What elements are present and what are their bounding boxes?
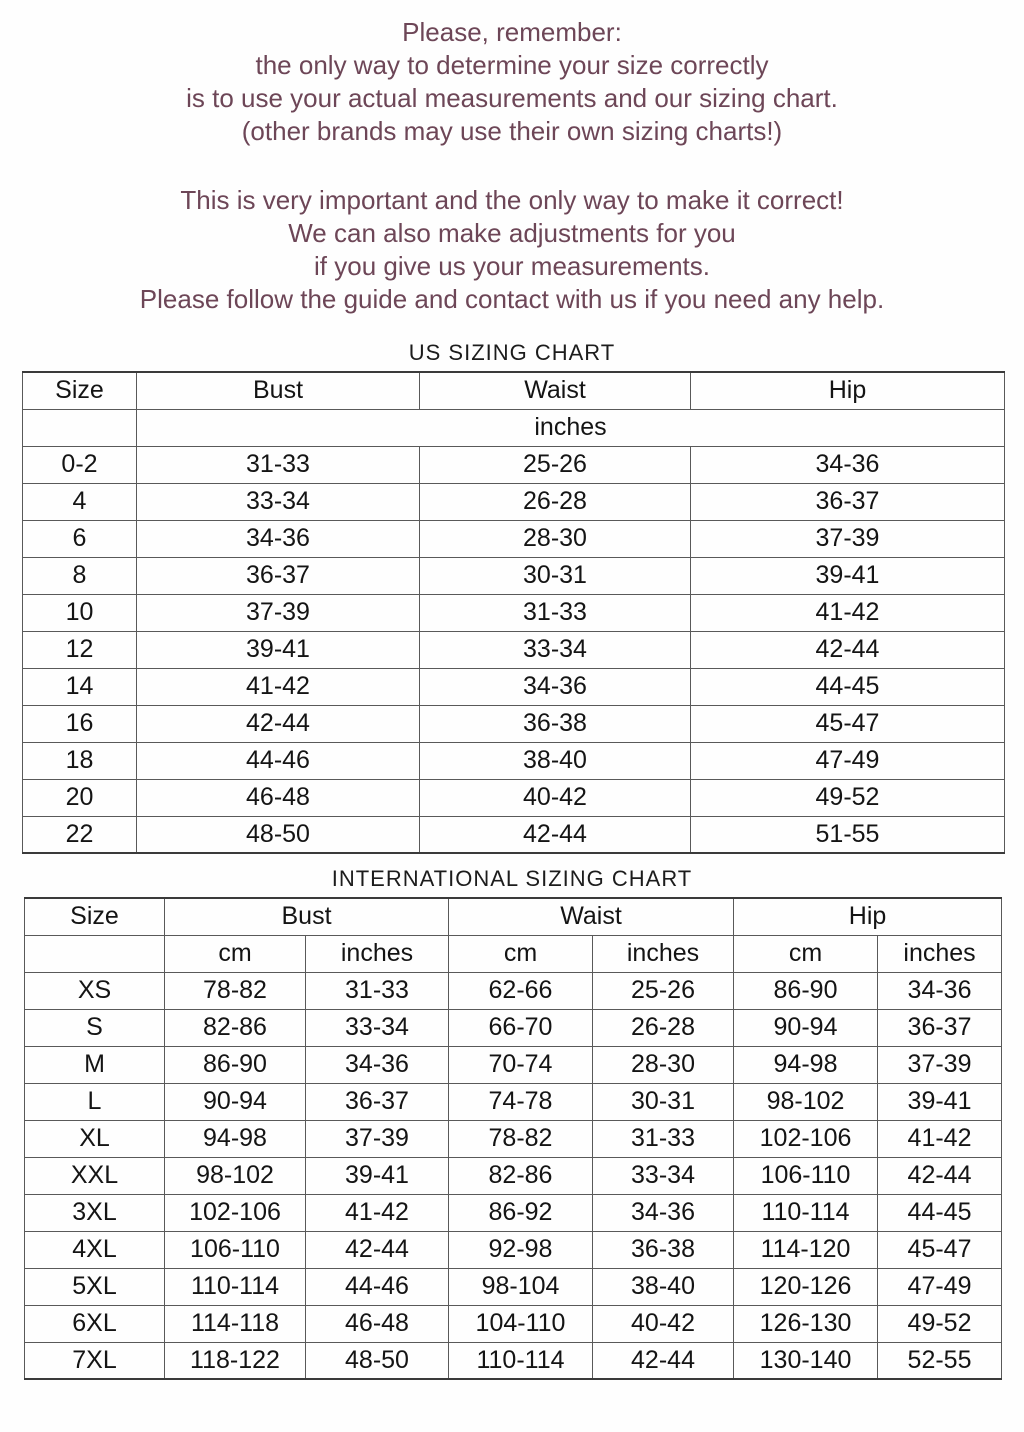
measurement-cell: 42-44 — [691, 631, 1005, 668]
intl-header-hip: Hip — [734, 898, 1002, 935]
measurement-cell: 110-114 — [449, 1342, 593, 1379]
measurement-cell: 34-36 — [593, 1194, 734, 1231]
measurement-cell: 40-42 — [593, 1305, 734, 1342]
measurement-cell: 70-74 — [449, 1046, 593, 1083]
table-row — [25, 1083, 1002, 1120]
table-row — [23, 705, 1005, 742]
measurement-cell: 90-94 — [734, 1009, 878, 1046]
size-cell: 20 — [23, 779, 137, 816]
measurement-cell: 52-55 — [878, 1342, 1002, 1379]
measurement-cell: 28-30 — [593, 1046, 734, 1083]
measurement-cell: 62-66 — [449, 972, 593, 1009]
size-cell: 6XL — [25, 1305, 165, 1342]
intl-header-row — [25, 898, 1002, 935]
table-row — [25, 972, 1002, 1009]
size-cell: S — [25, 1009, 165, 1046]
measurement-cell: 45-47 — [878, 1231, 1002, 1268]
table-row — [25, 1268, 1002, 1305]
measurement-cell: 110-114 — [165, 1268, 306, 1305]
measurement-cell: 39-41 — [306, 1157, 449, 1194]
measurement-cell: 42-44 — [593, 1342, 734, 1379]
measurement-cell: 46-48 — [306, 1305, 449, 1342]
measurement-cell: 86-90 — [734, 972, 878, 1009]
table-row — [23, 668, 1005, 705]
us-header-bust: Bust — [137, 372, 420, 409]
intro-line: Please, remember: — [402, 17, 622, 47]
table-row — [25, 1046, 1002, 1083]
measurement-cell: 34-36 — [420, 668, 691, 705]
intro-line: Please follow the guide and contact with us if you need any help. — [139, 284, 885, 314]
measurement-cell: 106-110 — [165, 1231, 306, 1268]
measurement-cell: 130-140 — [734, 1342, 878, 1379]
us-header-hip: Hip — [691, 372, 1005, 409]
measurement-cell: 31-33 — [593, 1120, 734, 1157]
size-cell: 4XL — [25, 1231, 165, 1268]
table-row — [23, 816, 1005, 853]
measurement-cell: 37-39 — [137, 594, 420, 631]
size-cell: 3XL — [25, 1194, 165, 1231]
table-row — [23, 446, 1005, 483]
measurement-cell: 31-33 — [137, 446, 420, 483]
us-header-row — [23, 372, 1005, 409]
measurement-cell: 94-98 — [734, 1046, 878, 1083]
measurement-cell: 42-44 — [878, 1157, 1002, 1194]
measurement-cell: 33-34 — [593, 1157, 734, 1194]
intl-unit-blank-cell — [25, 935, 165, 972]
size-cell: 18 — [23, 742, 137, 779]
measurement-cell: 66-70 — [449, 1009, 593, 1046]
measurement-cell: 30-31 — [420, 557, 691, 594]
measurement-cell: 86-92 — [449, 1194, 593, 1231]
measurement-cell: 48-50 — [137, 816, 420, 853]
intl-unit-bust-cm: cm — [165, 935, 306, 972]
us-unit-blank-cell — [23, 409, 137, 446]
size-cell: 8 — [23, 557, 137, 594]
table-row — [25, 1194, 1002, 1231]
measurement-cell: 31-33 — [420, 594, 691, 631]
intl-header-size: Size — [25, 898, 165, 935]
measurement-cell: 28-30 — [420, 520, 691, 557]
size-cell: 14 — [23, 668, 137, 705]
table-row — [23, 631, 1005, 668]
measurement-cell: 39-41 — [878, 1083, 1002, 1120]
measurement-cell: 38-40 — [420, 742, 691, 779]
table-row — [23, 520, 1005, 557]
measurement-cell: 126-130 — [734, 1305, 878, 1342]
measurement-cell: 26-28 — [593, 1009, 734, 1046]
size-cell: 5XL — [25, 1268, 165, 1305]
measurement-cell: 39-41 — [137, 631, 420, 668]
intl-unit-hip-inches: inches — [878, 935, 1002, 972]
measurement-cell: 33-34 — [306, 1009, 449, 1046]
measurement-cell: 98-102 — [165, 1157, 306, 1194]
measurement-cell: 82-86 — [449, 1157, 593, 1194]
table-row — [23, 557, 1005, 594]
size-cell: 10 — [23, 594, 137, 631]
intl-unit-row — [25, 935, 1002, 972]
measurement-cell: 114-118 — [165, 1305, 306, 1342]
international-sizing-table — [24, 897, 1002, 1380]
measurement-cell: 38-40 — [593, 1268, 734, 1305]
measurement-cell: 40-42 — [420, 779, 691, 816]
measurement-cell: 44-46 — [137, 742, 420, 779]
measurement-cell: 26-28 — [420, 483, 691, 520]
measurement-cell: 39-41 — [691, 557, 1005, 594]
table-row — [25, 1157, 1002, 1194]
measurement-cell: 34-36 — [878, 972, 1002, 1009]
measurement-cell: 30-31 — [593, 1083, 734, 1120]
measurement-cell: 49-52 — [691, 779, 1005, 816]
measurement-cell: 98-102 — [734, 1083, 878, 1120]
measurement-cell: 36-37 — [306, 1083, 449, 1120]
measurement-cell: 102-106 — [734, 1120, 878, 1157]
table-row — [25, 1009, 1002, 1046]
table-row — [25, 1120, 1002, 1157]
size-cell: L — [25, 1083, 165, 1120]
measurement-cell: 34-36 — [306, 1046, 449, 1083]
intl-unit-hip-cm: cm — [734, 935, 878, 972]
table-row — [25, 1231, 1002, 1268]
measurement-cell: 41-42 — [691, 594, 1005, 631]
measurement-cell: 36-37 — [691, 483, 1005, 520]
intro-line: (other brands may use their own sizing charts!) — [241, 116, 783, 146]
measurement-cell: 114-120 — [734, 1231, 878, 1268]
measurement-cell: 25-26 — [593, 972, 734, 1009]
measurement-cell: 102-106 — [165, 1194, 306, 1231]
intro-line: is to use your actual measurements and our sizing chart. — [186, 83, 838, 113]
measurement-cell: 36-37 — [137, 557, 420, 594]
measurement-cell: 36-38 — [420, 705, 691, 742]
measurement-cell: 31-33 — [306, 972, 449, 1009]
us-unit-label: inches — [137, 409, 1005, 446]
measurement-cell: 41-42 — [878, 1120, 1002, 1157]
measurement-cell: 42-44 — [306, 1231, 449, 1268]
measurement-cell: 106-110 — [734, 1157, 878, 1194]
measurement-cell: 74-78 — [449, 1083, 593, 1120]
table-row — [25, 1342, 1002, 1379]
measurement-cell: 45-47 — [691, 705, 1005, 742]
size-cell: 7XL — [25, 1342, 165, 1379]
intl-unit-waist-inches: inches — [593, 935, 734, 972]
us-header-waist: Waist — [420, 372, 691, 409]
us-unit-row — [23, 409, 1005, 446]
measurement-cell: 34-36 — [137, 520, 420, 557]
measurement-cell: 94-98 — [165, 1120, 306, 1157]
intl-header-bust: Bust — [165, 898, 449, 935]
measurement-cell: 98-104 — [449, 1268, 593, 1305]
intl-unit-waist-cm: cm — [449, 935, 593, 972]
table-row — [23, 483, 1005, 520]
us-sizing-table — [22, 371, 1005, 854]
intro-paragraph-1 — [0, 16, 1024, 148]
intl-unit-bust-inches: inches — [306, 935, 449, 972]
measurement-cell: 44-45 — [878, 1194, 1002, 1231]
measurement-cell: 44-45 — [691, 668, 1005, 705]
us-chart-title: US SIZING CHART — [408, 340, 616, 365]
measurement-cell: 37-39 — [306, 1120, 449, 1157]
measurement-cell: 42-44 — [420, 816, 691, 853]
measurement-cell: 37-39 — [878, 1046, 1002, 1083]
size-cell: 4 — [23, 483, 137, 520]
size-cell: 6 — [23, 520, 137, 557]
measurement-cell: 104-110 — [449, 1305, 593, 1342]
intro-line: if you give us your measurements. — [314, 251, 710, 281]
measurement-cell: 36-38 — [593, 1231, 734, 1268]
measurement-cell: 46-48 — [137, 779, 420, 816]
measurement-cell: 41-42 — [306, 1194, 449, 1231]
intro-note — [0, 0, 1024, 316]
table-row — [23, 594, 1005, 631]
size-cell: 12 — [23, 631, 137, 668]
measurement-cell: 49-52 — [878, 1305, 1002, 1342]
size-cell: XS — [25, 972, 165, 1009]
measurement-cell: 118-122 — [165, 1342, 306, 1379]
measurement-cell: 86-90 — [165, 1046, 306, 1083]
measurement-cell: 110-114 — [734, 1194, 878, 1231]
measurement-cell: 90-94 — [165, 1083, 306, 1120]
table-row — [23, 779, 1005, 816]
measurement-cell: 33-34 — [420, 631, 691, 668]
size-cell: 16 — [23, 705, 137, 742]
size-cell: M — [25, 1046, 165, 1083]
intro-line: We can also make adjustments for you — [288, 218, 736, 248]
measurement-cell: 41-42 — [137, 668, 420, 705]
intl-header-waist: Waist — [449, 898, 734, 935]
measurement-cell: 82-86 — [165, 1009, 306, 1046]
measurement-cell: 47-49 — [691, 742, 1005, 779]
measurement-cell: 120-126 — [734, 1268, 878, 1305]
intro-line: This is very important and the only way to make it correct! — [180, 185, 844, 215]
measurement-cell: 37-39 — [691, 520, 1005, 557]
table-row — [25, 1305, 1002, 1342]
intl-chart-title: INTERNATIONAL SIZING CHART — [331, 866, 693, 891]
measurement-cell: 36-37 — [878, 1009, 1002, 1046]
measurement-cell: 78-82 — [165, 972, 306, 1009]
size-cell: 0-2 — [23, 446, 137, 483]
measurement-cell: 44-46 — [306, 1268, 449, 1305]
measurement-cell: 78-82 — [449, 1120, 593, 1157]
measurement-cell: 92-98 — [449, 1231, 593, 1268]
measurement-cell: 48-50 — [306, 1342, 449, 1379]
measurement-cell: 51-55 — [691, 816, 1005, 853]
measurement-cell: 33-34 — [137, 483, 420, 520]
size-cell: XXL — [25, 1157, 165, 1194]
measurement-cell: 34-36 — [691, 446, 1005, 483]
size-cell: 22 — [23, 816, 137, 853]
measurement-cell: 42-44 — [137, 705, 420, 742]
table-row — [23, 742, 1005, 779]
size-cell: XL — [25, 1120, 165, 1157]
intro-line: the only way to determine your size correctly — [255, 50, 769, 80]
intro-paragraph-2 — [0, 184, 1024, 316]
us-header-size: Size — [23, 372, 137, 409]
measurement-cell: 47-49 — [878, 1268, 1002, 1305]
measurement-cell: 25-26 — [420, 446, 691, 483]
